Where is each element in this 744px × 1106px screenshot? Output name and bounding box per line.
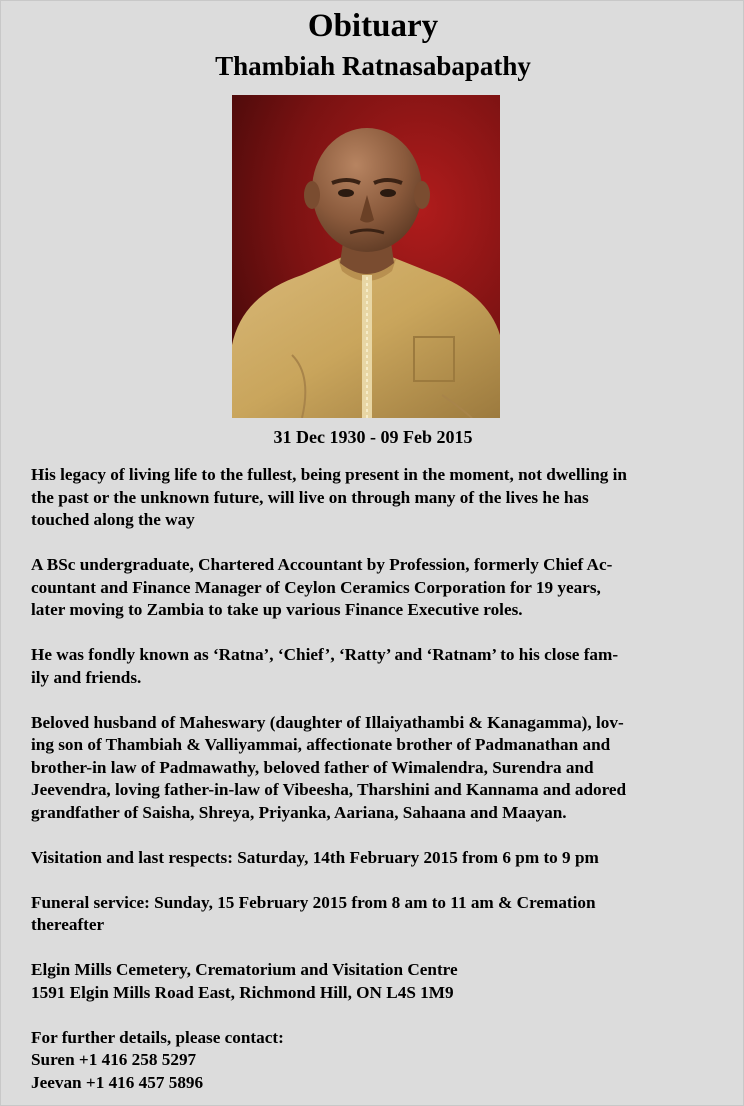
text-line: thereafter — [31, 915, 105, 934]
text-line: Visitation and last respects: Saturday, 14th February 2015 from 6 pm to 9 pm — [31, 847, 599, 867]
family-paragraph — [31, 712, 715, 825]
obituary-body — [31, 464, 715, 1094]
contact-heading: For further details, please contact: — [31, 1027, 284, 1047]
text-line: He was fondly known as ‘Ratna’, ‘Chief’, ‘Ratty’ and ‘Ratnam’ to his close fam- — [31, 645, 619, 664]
text-line: Funeral service: Sunday, 15 February 2015 from 8 am to 11 am & Cremation — [31, 892, 596, 912]
deceased-name: Thambiah Ratnasabapathy — [215, 51, 531, 81]
funeral-paragraph — [31, 892, 715, 937]
text-line: brother-in law of Padmawathy, beloved father of Wimalendra, Surendra and — [31, 757, 594, 777]
contact-paragraph — [31, 1027, 715, 1095]
contact-jeevan: Jeevan +1 416 457 5896 — [31, 1072, 204, 1092]
portrait-photo — [232, 95, 500, 418]
contact-suren: Suren +1 416 258 5297 — [31, 1050, 197, 1069]
page-title: Obituary — [307, 8, 439, 44]
text-line: A BSc undergraduate, Chartered Accountant by Profession, formerly Chief Ac- — [31, 555, 613, 574]
career-paragraph — [31, 554, 715, 622]
life-dates: 31 Dec 1930 - 09 Feb 2015 — [273, 427, 473, 447]
text-line: ing son of Thambiah & Valliyammai, affectionate brother of Padmanathan and — [31, 735, 611, 754]
text-line: Jeevendra, loving father-in-law of Vibeesha, Tharshini and Kannama and adored — [31, 780, 627, 799]
text-line: countant and Finance Manager of Ceylon Ceramics Corporation for 19 years, — [31, 577, 601, 597]
text-line: later moving to Zambia to take up various Finance Executive roles. — [31, 600, 523, 619]
text-line: His legacy of living life to the fullest, being present in the moment, not dwelling in — [31, 465, 627, 484]
legacy-paragraph — [31, 464, 715, 532]
visitation-paragraph — [31, 847, 715, 870]
venue-address: 1591 Elgin Mills Road East, Richmond Hill, ON L4S 1M9 — [31, 982, 454, 1002]
text-line: Beloved husband of Maheswary (daughter of Illaiyathambi & Kanagamma), lov- — [31, 712, 624, 732]
nickname-paragraph — [31, 644, 715, 689]
venue-paragraph — [31, 959, 715, 1004]
text-line: touched along the way — [31, 510, 195, 529]
text-line: the past or the unknown future, will live on through many of the lives he has — [31, 487, 589, 507]
venue-name: Elgin Mills Cemetery, Crematorium and Visitation Centre — [31, 960, 458, 979]
text-line: ily and friends. — [31, 667, 142, 687]
text-line: grandfather of Saisha, Shreya, Priyanka, Aariana, Sahaana and Maayan. — [31, 802, 567, 822]
